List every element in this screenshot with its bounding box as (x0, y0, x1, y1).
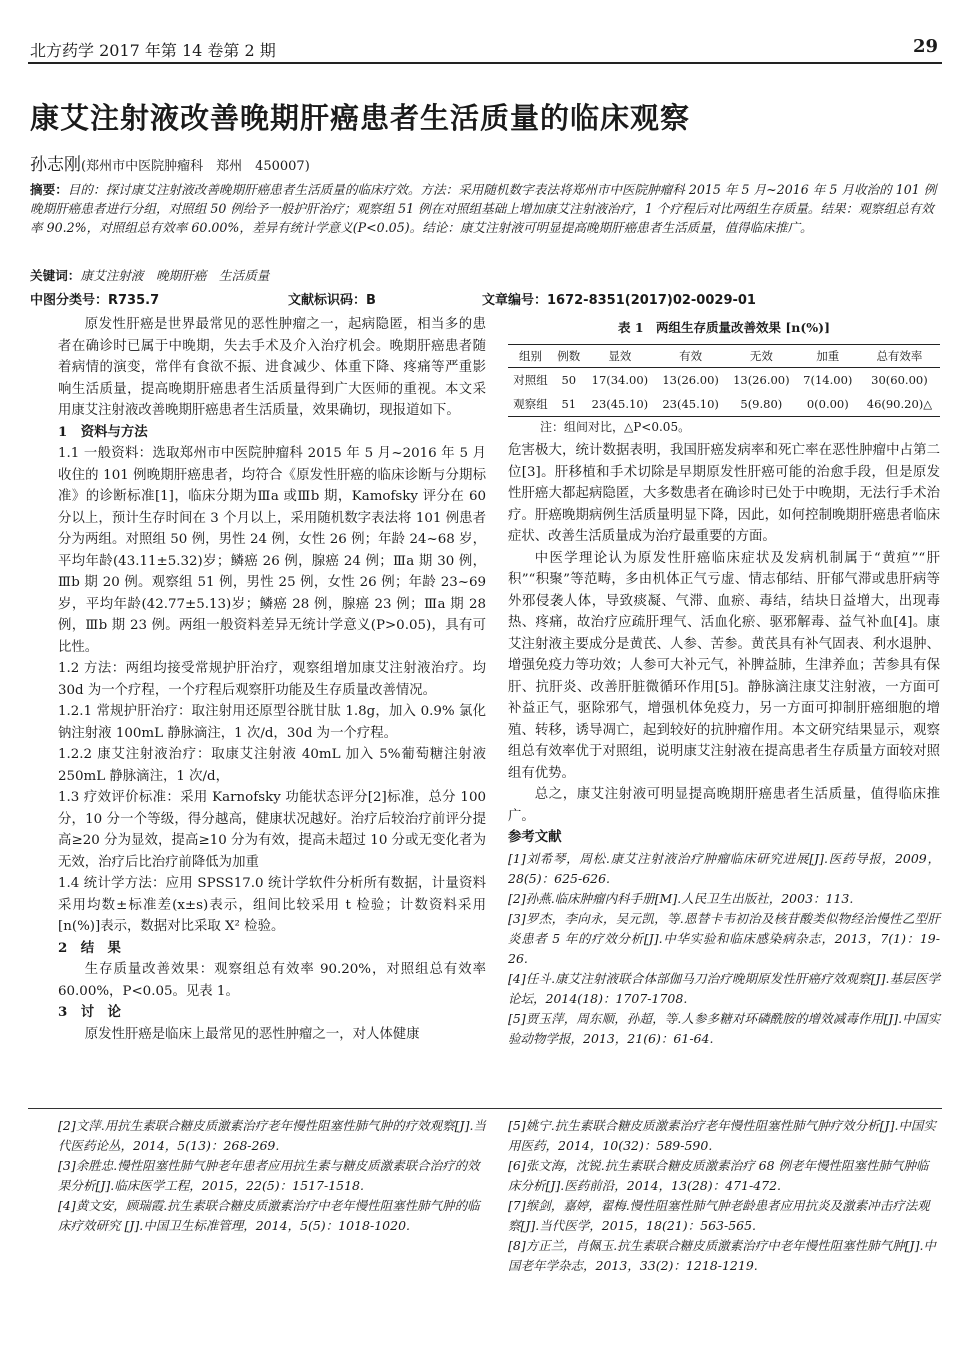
table-header-row (508, 345, 940, 368)
table-caption: 表 1 两组生存质量改善效果 [n(%)] (617, 320, 831, 335)
table-header-cell: 例数 (553, 345, 585, 368)
para-1-4: 1.4 统计学方法：应用 SPSS17.0 统计学软件分析所有数据，计量资料采用均数±标准差(x±s)表示，组间比较采用 t 检验；计数资料采用[n(%)]表示，数据对比采取 X² 检验。 (58, 876, 486, 934)
table-cell: 50 (561, 373, 577, 387)
right-column (508, 440, 940, 1049)
article-title: 康艾注射液改善晚期肝癌患者生活质量的临床观察 (30, 101, 691, 135)
reference-item: [6]张文海，沈锐.抗生素联合糖皮质激素治疗 68 例老年慢性阻塞性肺气肿临床分析[J].医药前沿，2014，13(28)：471-472. (508, 1158, 929, 1193)
footer-references-left (58, 1116, 486, 1236)
tcm-paragraph: 中医学理论认为原发性肝癌临床症状及发病机制属于“黄疸”“肝积”“积聚”等范畴，多由机体正气亏虚、情志郁结、肝郁气滞或患肝病等外邪侵袭人体，导致痰凝、气滞、血瘀、毒结，结块日益增大，出现毒热、疼痛，故治疗应疏肝理气、活血化瘀、驱邪解毒、益气补血[4]。康艾注射液主要成分是黄芪、人参、苦参。黄芪具有补气固表、利水退肿、增强免疫力等功效；人参可大补元气，补脾益肺，生津养血；苦参具有保肝、抗肝炎、改善肝脏微循环作用[5]。静脉滴注康艾注射液，一方面可补益正气，驱除邪气，增强机体免疫力，另一方面可抑制肝癌细胞的增殖、转移，诱导凋亡，起到较好的抗肿瘤作用。本文研究结果显示，观察组总有效率优于对照组，说明康艾注射液在提高患者生存质量方面较对照组有优势。 (508, 550, 940, 781)
intro-paragraph: 原发性肝癌是世界最常见的恶性肿瘤之一，起病隐匿，相当多的患者在确诊时已属于中晚期，失去手术及介入治疗机会。晚期肝癌患者随着病情的演变，常伴有食欲不振、进食减少、体重下降、疼痛等严重影响生活质量，提高晚期肝癌患者生活质量得到广大医师的重视。本文采用康艾注射液改善晚期肝癌患者生活质量，效果确切，现报道如下。 (58, 317, 486, 418)
para-1-2-1: 1.2.1 常规护肝治疗：取注射用还原型谷胱甘肽 1.8g，加入 0.9% 氯化钠注射液 100mL 静脉滴注，1 次/d，30d 为一个疗程。 (58, 704, 486, 741)
author-affiliation: (郑州市中医院肿瘤科 郑州 450007) (81, 159, 310, 174)
discussion-paragraph: 原发性肝癌是临床上最常见的恶性肿瘤之一，对人体健康 (84, 1026, 420, 1042)
table-cell: 23(45.10) (655, 392, 726, 417)
author-line (30, 150, 310, 175)
reference-item: [8]方正兰，肖佩玉.抗生素联合糖皮质激素治疗中老年慢性阻塞性肺气肿[J].中国老年学杂志，2013，33(2)：1218-1219. (508, 1238, 936, 1273)
keywords-text: 康艾注射液 晚期肝癌 生活质量 (80, 268, 270, 283)
header-rule (28, 62, 942, 64)
page-number: 29 (912, 36, 938, 57)
reference-item: [2]文萍.用抗生素联合糖皮质激素治疗老年慢性阻塞性肺气肿的疗效观察[J].当代医药论丛，2014，5(13)：268-269. (58, 1118, 486, 1153)
abstract-text: 目的：探讨康艾注射液改善晚期肝癌患者生活质量的临床疗效。方法：采用随机数字表法将郑州市中医院肿瘤科 2015 年 5 月~2016 年 5 月收治的 101 例晚期肝癌患者进行分组，对照组 50 例给予一般护肝治疗；观察组 51 例在对照组基础上增加康艾注射液治疗，1 个疗程后对比两组生存质量。结果：观察组总有效率 90.2%，对照组总有效率 60.00%，差异有统计学意义(P<0.05)。结论：康艾注射液可明显提高晚期肝癌患者生活质量，值得临床推广。 (30, 182, 937, 235)
table-cell: 5(9.80) (726, 392, 797, 417)
section-heading-3: 3 讨 论 (58, 1004, 121, 1020)
abstract-label: 摘要： (30, 182, 68, 197)
doc-code: 文献标识码：B (288, 293, 376, 308)
section-heading-1: 1 资料与方法 (58, 423, 148, 440)
left-column (58, 314, 486, 1045)
reference-item: [7]缑剑，嘉婷，翟梅.慢性阻塞性肺气肿老龄患者应用抗炎及激素冲击疗法观察[J].当代医学，2015，18(21)：563-565. (508, 1198, 930, 1233)
para-1-2: 1.2 方法：两组均接受常规护肝治疗，观察组增加康艾注射液治疗。均 30d 为一个疗程，一个疗程后观察肝功能及生存质量改善情况。 (58, 661, 486, 698)
results-table (508, 344, 940, 417)
table-cell: 17(34.00) (591, 373, 649, 387)
reference-item: [1]刘希琴，周松.康艾注射液治疗肿瘤临床研究进展[J].医药导报，2009，28(5)：625-626. (508, 850, 940, 886)
reference-item: [5]贾玉萍，周东顺，孙超，等.人参多糖对环磷酰胺的增效减毒作用[J].中国实验动物学报，2013，21(6)：61-64. (508, 1010, 940, 1046)
reference-item: [4]黄文安，顾瑞霞.抗生素联合糖皮质激素治疗中老年慢性阻塞性肺气肿的临床疗效研究 [J].中国卫生标准管理，2014，5(5)：1018-1020. (58, 1198, 480, 1233)
reference-item: [3]余胜忠.慢性阻塞性肺气肿老年患者应用抗生素与糖皮质激素联合治疗的效果分析[J].临床医学工程，2015，22(5)：1517-1518. (58, 1158, 480, 1193)
reference-item: [4]任斗.康艾注射液联合体部伽马刀治疗晚期原发性肝癌疗效观察[J].基层医学论坛，2014(18)：1707-1708. (508, 970, 940, 1006)
footer-references-right (508, 1116, 940, 1276)
table-row (508, 392, 940, 417)
table-cell: 观察组 (508, 392, 553, 417)
journal-header: 北方药学 2017 年第 14 卷第 2 期 (30, 41, 276, 60)
para-1-3: 1.3 疗效评价标准：采用 Karnofsky 功能状态评分[2]标准，总分 100 分，10 分一个等级，得分越高，健康状况越好。治疗后较治疗前评分提高≥20 分为显效，提高≥10 分为有效，提高未超过 10 分或无变化者为无效，治疗后比治疗前降低为加重 (58, 790, 486, 870)
table-cell: 51 (553, 392, 585, 417)
keywords (30, 265, 269, 284)
keywords-label: 关键词： (30, 268, 81, 283)
author-name: 孙志刚 (30, 155, 81, 175)
table-header-cell: 无效 (726, 345, 797, 368)
table-cell: 对照组 (513, 373, 548, 387)
table-cell: 13(26.00) (662, 373, 719, 387)
table-header-cell: 加重 (797, 345, 859, 368)
abstract (30, 180, 940, 237)
table-cell: 7(14.00) (803, 373, 853, 387)
table-header-cell: 组别 (508, 345, 553, 368)
table-note: 注：组间对比，△P<0.05。 (540, 420, 691, 434)
para-1-2-2: 1.2.2 康艾注射液治疗：取康艾注射液 40mL 加入 5%葡萄糖注射液 250mL 静脉滴注，1 次/d， (58, 747, 486, 784)
results-paragraph: 生存质量改善效果：观察组总有效率 90.20%，对照组总有效率 60.00%，P<0.05。见表 1。 (58, 962, 486, 999)
table-cell: 23(45.10) (585, 392, 656, 417)
reference-item: [2]孙燕.临床肿瘤内科手册[M].人民卫生出版社，2003：113. (508, 890, 854, 906)
clc-number: 中图分类号：R735.7 (30, 293, 160, 308)
article-number: 文章编号：1672-8351(2017)02-0029-01 (482, 293, 756, 308)
table-header-cell: 总有效率 (859, 345, 940, 368)
discussion-continued: 危害极大，统计数据表明，我国肝癌发病率和死亡率在恶性肿瘤中占第二位[3]。肝移植和手术切除是早期原发性肝癌可能的治愈手段，但是原发性肝癌大都起病隐匿，大多数患者在确诊时已处于中晚期，无法行手术治疗。肝癌晚期病例生活质量明显下降，因此，如何控制晚期肝癌患者临床症状、改善生活质量成为治疗最重要的方面。 (508, 443, 940, 544)
table-row (508, 368, 940, 393)
reference-item: [5]姚宁.抗生素联合糖皮质激素治疗老年慢性阻塞性肺气肿疗效分析[J].中国实用医药，2014，10(32)：589-590. (508, 1118, 936, 1153)
table-header-cell: 有效 (655, 345, 726, 368)
section-heading-2: 2 结 果 (58, 939, 121, 956)
reference-list (508, 849, 940, 1049)
conclusion-paragraph: 总之，康艾注射液可明显提高晚期肝癌患者生活质量，值得临床推广。 (508, 787, 940, 824)
footer-rule (28, 1108, 942, 1109)
table-header-cell: 显效 (585, 345, 656, 368)
table-cell: 0(0.00) (797, 392, 859, 417)
table-cell: 13(26.00) (733, 373, 790, 387)
references-heading: 参考文献 (508, 829, 562, 845)
reference-item: [3]罗杰，李向永，吴元凯，等.恩替卡韦初治及核苷酸类似物经治慢性乙型肝炎患者 5 年的疗效分析[J].中华实验和临床感染病杂志，2013，7(1)：19-26. (508, 910, 940, 966)
table-cell: 30(60.00) (871, 373, 928, 387)
para-1-1: 1.1 一般资料：选取郑州市中医院肿瘤科 2015 年 5 月~2016 年 5 月收住的 101 例晚期肝癌患者，均符合《原发性肝癌的临床诊断与分期标准》的诊断标准[1]，临床分期为Ⅲa 或Ⅲb 期，Kamofsky 评分在 60 分以上，预计生存时间在 3 个月以上，采用随机数字表法将 101 例患者分为两组。对照组 50 例，男性 24 例，女性 26 例；年龄 24~68 岁，平均年龄(43.11±5.32)岁；鳞癌 26 例，腺癌 24 例；Ⅲa 期 30 例，Ⅲb 期 20 例。观察组 51 例，男性 25 例，女性 26 例；年龄 23~69 岁，平均年龄(42.77±5.13)岁；鳞癌 28 例，腺癌 23 例；Ⅲa 期 28 例，Ⅲb 期 23 例。两组一般资料差异无统计学意义(P>0.05)，具有可比性。 (58, 446, 486, 655)
table-cell: 46(90.20)△ (859, 392, 940, 417)
